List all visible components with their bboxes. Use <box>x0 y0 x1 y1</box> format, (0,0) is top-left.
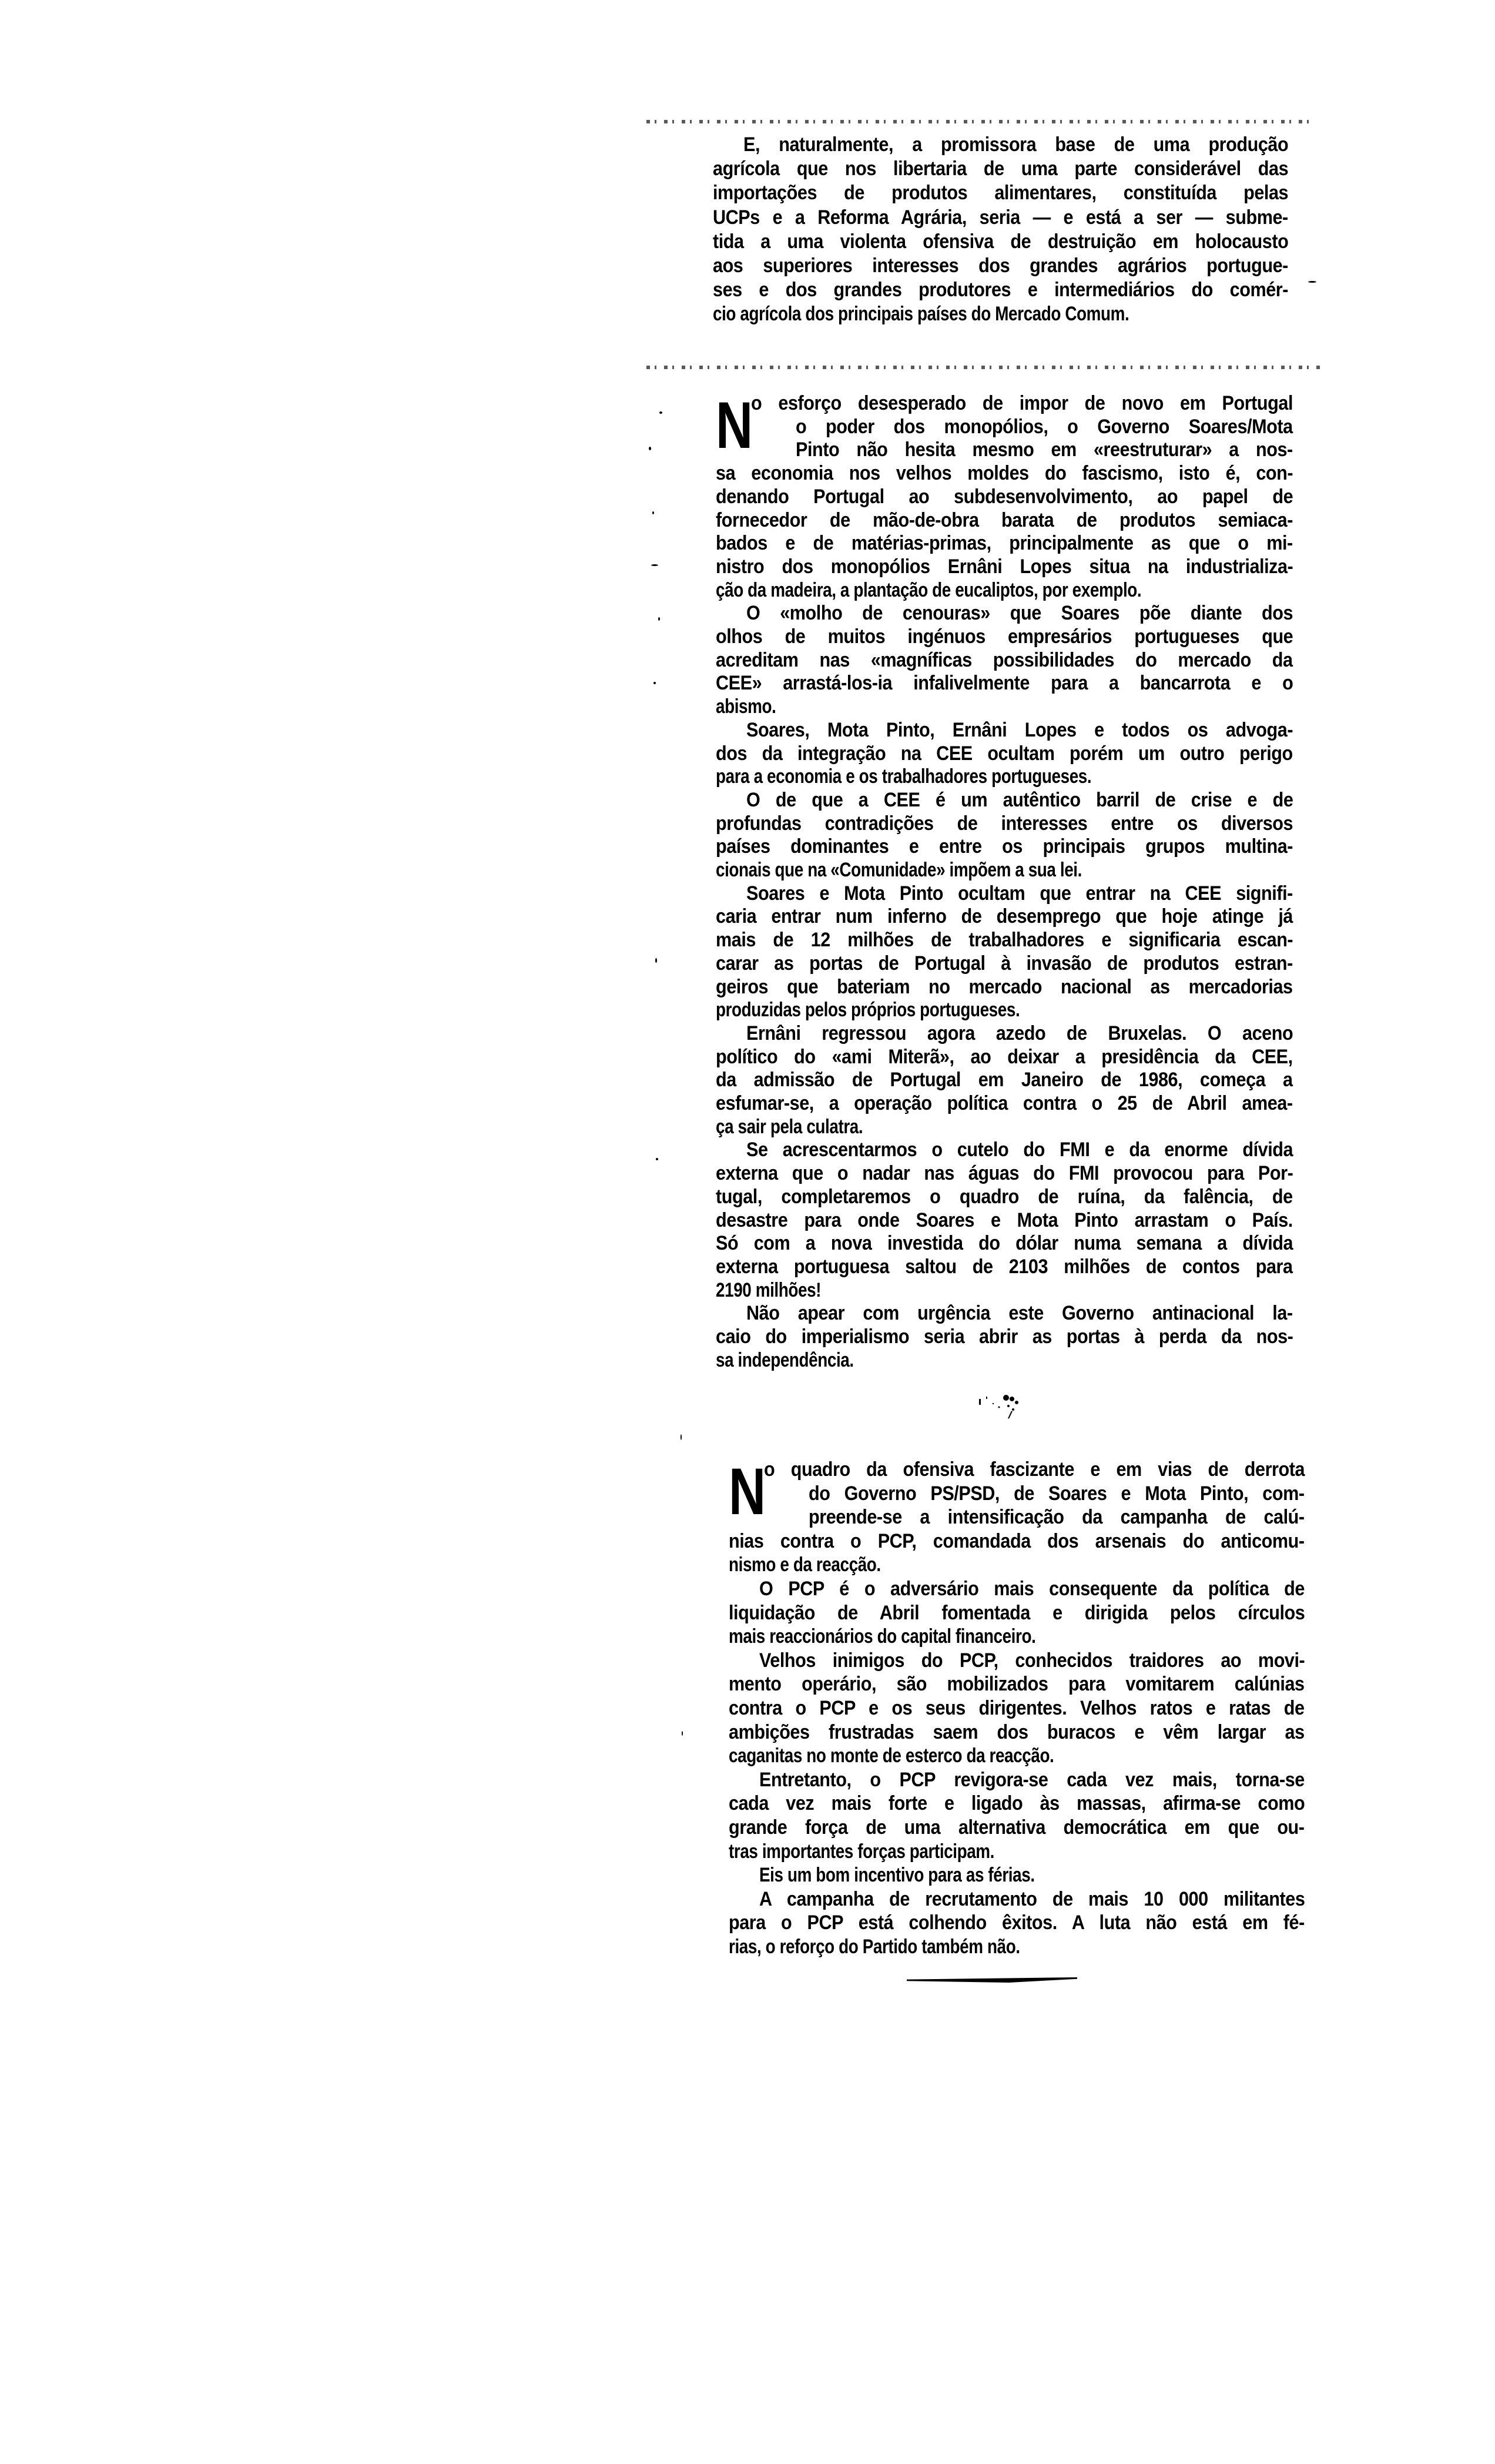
text-line: o esforço desesperado de impor de novo em Portugal <box>751 392 1293 414</box>
scan-speckle <box>658 617 660 621</box>
text-line: dos da integração na CEE ocultam porém um outro perigo <box>716 742 1293 765</box>
text-line: nias contra o PCP, comandada dos arsenais do anticomu- <box>729 1529 1305 1552</box>
scan-speckle <box>1308 281 1316 283</box>
text-line: externa portuguesa saltou de 2103 milhões de contos para <box>716 1255 1293 1278</box>
ornament-icon <box>976 1393 1023 1422</box>
text-line: esfumar-se, a operação política contra o 25 de Abril amea- <box>716 1092 1293 1114</box>
text-line: caria entrar num inferno de desemprego que hoje atinge já <box>716 905 1293 928</box>
text-line: mais de 12 milhões de trabalhadores e significaria escan- <box>716 929 1293 952</box>
text-line: cionais que na «Comunidade» impõem a sua lei. <box>716 859 1082 881</box>
text-line: aos superiores interesses dos grandes agrários portugue- <box>713 255 1288 277</box>
text-line: bados e de matérias-primas, principalmente as que o mi- <box>716 532 1293 555</box>
text-line: Só com a nova investida do dólar numa semana a dívida <box>716 1232 1293 1255</box>
text-line: rias, o reforço do Partido também não. <box>729 1936 1020 1958</box>
text-line: sa independência. <box>716 1348 854 1371</box>
text-line: caganitas no monte de esterco da reacção. <box>729 1745 1054 1767</box>
text-line: O de que a CEE é um autêntico barril de crise e de <box>746 788 1293 811</box>
text-line: Entretanto, o PCP revigora-se cada vez mais, torna-se <box>759 1768 1305 1791</box>
text-line: Soares e Mota Pinto ocultam que entrar na CEE signifi- <box>746 882 1293 905</box>
text-line: Se acrescentarmos o cutelo do FMI e da enorme dívida <box>746 1139 1293 1161</box>
text-line: cada vez mais forte e ligado às massas, afirma-se como <box>729 1792 1305 1815</box>
scan-speckle <box>653 682 656 684</box>
text-line: fornecedor de mão-de-obra barata de produtos semiaca- <box>716 508 1293 531</box>
text-line: ção da madeira, a plantação de eucaliptos, por exemplo. <box>716 578 1142 601</box>
scan-speckle <box>681 1434 682 1440</box>
text-line: acreditam nas «magníficas possibilidades do mercado da <box>716 648 1293 671</box>
text-line: ses e dos grandes produtores e intermediários do comér- <box>713 279 1288 302</box>
text-line: A campanha de recrutamento de mais 10 000 militantes <box>759 1887 1305 1910</box>
text-line: produzidas pelos próprios portugueses. <box>716 999 1020 1022</box>
text-line: tida a uma violenta ofensiva de destruição em holocausto <box>713 230 1289 253</box>
text-line: países dominantes e entre os principais grupos multina- <box>716 835 1293 858</box>
text-line: abismo. <box>716 695 776 718</box>
text-line: Não apear com urgência este Governo antinacional la- <box>746 1302 1293 1325</box>
scan-speckle <box>651 564 658 566</box>
text-line: político do «ami Miterã», ao deixar a presidência da CEE, <box>716 1045 1293 1068</box>
text-line: liquidação de Abril fomentada e dirigida pelos círculos <box>729 1601 1305 1624</box>
text-line: Pinto não hesita mesmo em «reestruturar» a nos- <box>796 438 1293 461</box>
text-line: o quadro da ofensiva fascizante e em vias de derrota <box>764 1458 1305 1481</box>
scan-speckle <box>659 411 662 414</box>
text-line: CEE» arrastá-los-ia infalivelmente para a bancarrota e o <box>716 672 1293 695</box>
text-line: agrícola que nos libertaria de uma parte considerável das <box>713 158 1289 180</box>
text-line: Velhos inimigos do PCP, conhecidos traidores ao movi- <box>759 1649 1305 1672</box>
drop-cap: N <box>729 1455 766 1528</box>
top-border-rule <box>646 120 1316 123</box>
text-line: Eis um bom incentivo para as férias. <box>759 1864 1035 1887</box>
text-line: geiros que bateriam no mercado nacional as mercadorias <box>716 975 1293 998</box>
text-line: grande força de uma alternativa democrática em que ou- <box>729 1816 1305 1839</box>
text-line: UCPs e a Reforma Agrária, seria — e está a ser — subme- <box>713 206 1288 229</box>
text-line: denando Portugal ao subdesenvolvimento, ao papel de <box>716 485 1293 508</box>
text-line: E, naturalmente, a promissora base de uma produção <box>743 133 1289 156</box>
text-line: contra o PCP e os seus dirigentes. Velhos ratos e ratas de <box>729 1697 1305 1719</box>
text-line: da admissão de Portugal em Janeiro de 1986, começa a <box>716 1069 1293 1092</box>
text-line: caio do imperialismo seria abrir as portas à perda da nos- <box>716 1325 1293 1348</box>
scan-speckle <box>682 1731 683 1736</box>
text-line: olhos de muitos ingénuos empresários portugueses que <box>716 625 1293 648</box>
text-line: cio agrícola dos principais países do Mercado Comum. <box>713 303 1129 326</box>
text-line: 2190 milhões! <box>716 1278 822 1301</box>
text-line: o poder dos monopólios, o Governo Soares/Mota <box>796 415 1293 438</box>
text-line: ambições frustradas saem dos buracos e vêm largar as <box>729 1720 1305 1743</box>
text-line: nistro dos monopólios Ernâni Lopes situa na industrializa- <box>716 555 1293 578</box>
text-line: para a economia e os trabalhadores portugueses. <box>716 765 1092 788</box>
text-line: importações de produtos alimentares, constituída pelas <box>713 182 1289 205</box>
text-line: para o PCP está colhendo êxitos. A luta não está em fé- <box>729 1911 1305 1934</box>
text-line: carar as portas de Portugal à invasão de produtos estran- <box>716 952 1293 975</box>
text-line: sa economia nos velhos moldes do fascismo, isto é, con- <box>716 462 1293 485</box>
text-line: O PCP é o adversário mais consequente da política de <box>759 1578 1305 1600</box>
text-line: ça sair pela culatra. <box>716 1115 863 1138</box>
scan-speckle <box>652 511 654 514</box>
text-line: nismo e da reacção. <box>729 1554 881 1576</box>
text-line: desastre para onde Soares e Mota Pinto arrastam o País. <box>716 1208 1293 1231</box>
scan-speckle <box>649 447 651 450</box>
text-line: profundas contradições de interesses entre os diversos <box>716 812 1293 835</box>
text-line: tras importantes forças participam. <box>729 1840 995 1863</box>
end-of-article-rule <box>907 1977 1077 1983</box>
section-divider-rule <box>646 366 1322 369</box>
text-line: Ernâni regressou agora azedo de Bruxelas. O aceno <box>746 1022 1293 1044</box>
text-line: mento operário, são mobilizados para vomitarem calúnias <box>729 1673 1305 1696</box>
text-line: Soares, Mota Pinto, Ernâni Lopes e todos os advoga- <box>746 718 1293 741</box>
drop-cap: N <box>716 389 753 462</box>
text-line: do Governo PS/PSD, de Soares e Mota Pinto, com- <box>809 1482 1305 1505</box>
text-line: tugal, completaremos o quadro de ruína, da falência, de <box>716 1185 1293 1208</box>
scan-speckle <box>655 958 657 963</box>
text-line: preende-se a intensificação da campanha de calú- <box>809 1506 1305 1529</box>
text-line: O «molho de cenouras» que Soares põe diante dos <box>746 602 1293 625</box>
text-line: mais reaccionários do capital financeiro. <box>729 1625 1036 1648</box>
scan-speckle <box>656 1158 658 1160</box>
text-line: externa que o nadar nas águas do FMI provocou para Por- <box>716 1162 1293 1185</box>
